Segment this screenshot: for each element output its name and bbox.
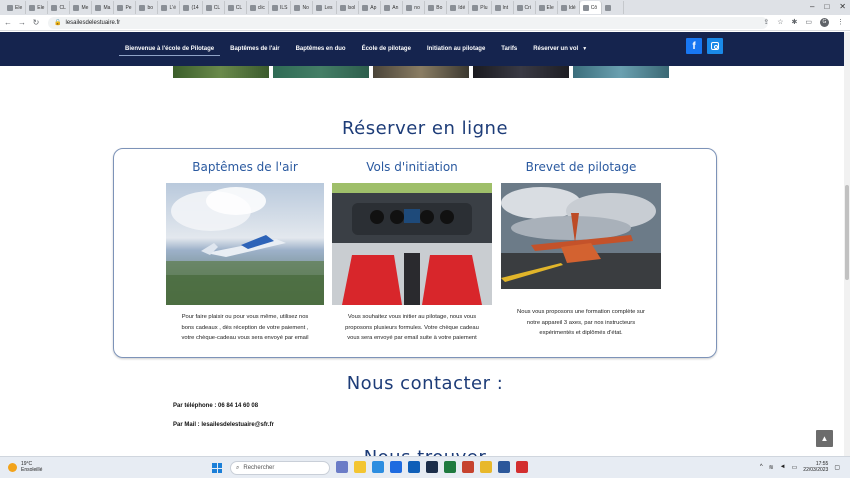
file-explorer-icon[interactable] (354, 461, 366, 473)
menu-label: Réserver un vol (533, 46, 579, 52)
tab-favicon-icon (95, 5, 101, 11)
initiation-image[interactable] (332, 183, 492, 305)
tab-favicon-icon (428, 5, 434, 11)
volume-icon[interactable]: ◄ (779, 464, 786, 470)
browser-tab[interactable] (180, 1, 202, 14)
text-line: expérimentés et diplômés d'état. (539, 330, 623, 336)
tab-label: Isol (347, 4, 356, 11)
browser-tab[interactable] (158, 1, 180, 14)
text-line: notre appareil 3 axes, par nos instructeurs (526, 319, 636, 326)
menu-label: Initiation au pilotage (426, 46, 486, 52)
tab-favicon-icon (139, 5, 145, 11)
tab-label: CL (235, 4, 243, 11)
tab-favicon-icon (561, 5, 567, 11)
word-icon[interactable] (498, 461, 510, 473)
browser-tab[interactable] (469, 1, 491, 14)
browser-tab[interactable] (269, 1, 292, 14)
search-placeholder: Rechercher (243, 465, 275, 471)
tab-label: Les (324, 4, 333, 11)
clock-time: 17:55 (815, 461, 829, 467)
weather-widget[interactable] (8, 461, 42, 473)
acrobat-icon[interactable] (516, 461, 528, 473)
search-icon: ⌕ (236, 464, 240, 471)
lock-icon: 🔒 (54, 20, 62, 26)
browser-tab[interactable] (337, 1, 360, 14)
gallery-image (173, 66, 269, 78)
browser-tab[interactable] (514, 1, 536, 14)
find-us-title (0, 447, 850, 456)
facebook-glyph: f (692, 40, 696, 52)
chevron-up-icon: ▲ (820, 434, 829, 443)
browser-tab[interactable] (403, 1, 425, 14)
taskbar (0, 456, 850, 478)
forward-icon[interactable]: → (18, 18, 26, 27)
tab-favicon-icon (206, 5, 212, 11)
browser-tab[interactable] (247, 1, 269, 14)
tab-label: no (414, 4, 420, 11)
gallery-image (273, 66, 369, 78)
tab-favicon-icon (539, 5, 545, 11)
tab-label: An (392, 4, 399, 11)
tab-favicon-icon (517, 5, 523, 11)
back-icon[interactable]: ← (4, 18, 12, 27)
browser-tab[interactable] (136, 1, 158, 14)
bapteme-image[interactable] (166, 183, 324, 305)
outlook-icon[interactable] (408, 461, 420, 473)
menu-label: École de pilotage (361, 46, 411, 52)
excel-icon[interactable] (444, 461, 456, 473)
contact-mail[interactable]: Par Mail : lesailesdelestuaire@sfr.fr (173, 422, 274, 428)
menu-label: Baptêmes de l'air (230, 46, 280, 52)
scrollbar-thumb[interactable] (845, 185, 849, 280)
minimize-icon[interactable]: – (810, 2, 815, 11)
wifi-icon[interactable]: ≋ (768, 464, 774, 471)
browser-tab-strip (0, 0, 850, 15)
gallery-image (473, 66, 569, 78)
tab-favicon-icon (384, 5, 390, 11)
text-line: bons cadeaux , dès réception de votre paiement , (181, 324, 309, 331)
gallery-image (573, 66, 669, 78)
menu-item-home[interactable] (117, 32, 222, 66)
tab-label: (14 (191, 4, 199, 11)
tab-label: ILS (279, 4, 288, 11)
card-title-brevet[interactable]: Brevet de pilotage (525, 160, 637, 174)
clock[interactable] (803, 461, 828, 473)
sun-icon (8, 463, 17, 472)
browser-tab[interactable] (425, 1, 447, 14)
tab-label: No (302, 4, 309, 11)
tab-favicon-icon (472, 5, 478, 11)
browser-tab[interactable] (291, 1, 313, 14)
menu-label: Baptêmes en duo (295, 46, 346, 52)
system-tray (760, 461, 840, 473)
brevet-image[interactable] (501, 183, 661, 289)
tab-favicon-icon (450, 5, 456, 11)
tab-label: Bo (436, 4, 443, 11)
tab-label: Pe (125, 4, 132, 11)
menu-label: Bienvenue à l'école de Pilotage (125, 46, 215, 52)
sidebar-icon[interactable]: ▭ (805, 19, 812, 26)
url-field[interactable] (48, 17, 768, 29)
tab-label: Plu (480, 4, 488, 11)
text-line: Nous vous proposons une formation complète sur (517, 309, 645, 315)
browser-tab[interactable] (313, 1, 336, 14)
card-text-bapteme (165, 312, 325, 344)
card-text-initiation (332, 312, 492, 344)
tab-favicon-icon (183, 5, 189, 11)
text-line: vous sera envoyé par email suite à votre paiement (347, 335, 477, 341)
chevron-down-icon: ▼ (582, 46, 588, 52)
tab-label: Ele (37, 4, 45, 11)
chrome-icon[interactable] (480, 461, 492, 473)
weather-condition: Ensoleillé (21, 467, 43, 473)
card-title-bapteme[interactable]: Baptêmes de l'air (192, 160, 298, 174)
menu-item-initiation[interactable] (419, 32, 493, 66)
tab-label: Ele (15, 4, 23, 11)
browser-tab[interactable] (359, 1, 381, 14)
menu-item-bapteme-duo[interactable] (288, 32, 354, 66)
tab-favicon-icon (605, 5, 611, 11)
dropbox-icon[interactable] (390, 461, 402, 473)
card-title-initiation[interactable]: Vols d'initiation (366, 160, 458, 174)
browser-tab[interactable] (447, 1, 469, 14)
menu-item-bapteme[interactable] (222, 32, 287, 66)
star-icon[interactable]: ☆ (777, 19, 784, 26)
windows-start-icon[interactable] (212, 463, 222, 473)
facebook-icon[interactable] (686, 38, 702, 54)
tab-favicon-icon (161, 5, 167, 11)
browser-tab[interactable] (225, 1, 247, 14)
tab-label: Int (502, 4, 509, 11)
reload-icon[interactable]: ↻ (32, 18, 40, 27)
clock-date: 22/03/2023 (803, 467, 829, 473)
extensions-icon[interactable]: ✱ (791, 19, 798, 26)
tab-favicon-icon (272, 5, 278, 11)
share-icon[interactable]: ⇪ (763, 19, 770, 26)
contact-phone: Par téléphone : 06 84 14 60 08 (173, 403, 259, 409)
tab-label: CL (59, 4, 66, 11)
tab-label: Idé (568, 4, 576, 11)
pinned-apps (336, 461, 528, 473)
tab-label: L'é (169, 4, 176, 11)
tab-label: Me (81, 4, 89, 11)
menu-label: Tarifs (501, 46, 518, 52)
browser-tab[interactable] (381, 1, 403, 14)
filezilla-icon[interactable] (462, 461, 474, 473)
teams-icon[interactable] (336, 461, 348, 473)
tab-favicon-icon (340, 5, 346, 11)
address-bar (0, 15, 850, 31)
taskbar-search[interactable] (230, 461, 330, 475)
tab-favicon-icon (228, 5, 234, 11)
close-icon[interactable]: ✕ (839, 2, 846, 11)
tab-label: Ma (103, 4, 111, 11)
browser-tab[interactable] (4, 1, 26, 14)
tab-label: bo (147, 4, 154, 11)
browser-tab[interactable] (558, 1, 580, 14)
menu-item-tarifs[interactable] (493, 32, 525, 66)
instagram-icon[interactable] (707, 38, 723, 54)
text-line: votre chèque-cadeau vous sera envoyé par email (181, 335, 309, 341)
browser-tab[interactable] (70, 1, 92, 14)
browser-tab[interactable] (492, 1, 514, 14)
profile-avatar[interactable]: G (820, 18, 829, 27)
reserve-title: Réserver en ligne (341, 118, 509, 139)
tab-label: Ele (546, 4, 554, 11)
menu-icon[interactable]: ⋮ (837, 19, 844, 26)
edge-icon[interactable] (372, 461, 384, 473)
menu-item-reserver[interactable] (525, 32, 595, 66)
browser-tab[interactable] (203, 1, 225, 14)
tab-label: Cri (524, 4, 531, 11)
chevron-up-icon[interactable]: ^ (759, 464, 763, 470)
menu-item-ecole[interactable] (354, 32, 419, 66)
tab-favicon-icon (73, 5, 79, 11)
contact-title: Nous contacter : (346, 373, 504, 394)
text-line: Pour faire plaisir ou pour vous même, utilisez nos (181, 314, 309, 320)
tab-favicon-icon (117, 5, 123, 11)
tab-favicon-icon (583, 5, 589, 11)
tab-label: CL (213, 4, 221, 11)
browser-tab[interactable] (92, 1, 114, 14)
card-text-brevet (501, 307, 661, 339)
tab-favicon-icon (7, 5, 13, 11)
tab-favicon-icon (495, 5, 501, 11)
scroll-to-top-button[interactable] (816, 430, 833, 447)
text-line: proposons plusieurs formules. Votre chèque cadeau (345, 324, 479, 331)
browser-tab[interactable] (536, 1, 558, 14)
browser-tab[interactable] (48, 1, 70, 14)
window-controls (810, 2, 846, 11)
browser-tab[interactable] (602, 1, 624, 14)
gallery-image (373, 66, 469, 78)
tab-label: Idé (458, 4, 466, 11)
weather-temp: 19°C (21, 461, 33, 467)
notification-icon[interactable]: ▢ (834, 464, 840, 471)
browser-tab[interactable] (26, 1, 48, 14)
browser-tab[interactable] (580, 1, 602, 14)
tab-favicon-icon (250, 5, 256, 11)
tab-favicon-icon (294, 5, 300, 11)
url-text: lesailesdelestuaire.fr (65, 19, 121, 26)
photoshop-icon[interactable] (426, 461, 438, 473)
tab-favicon-icon (316, 5, 322, 11)
tab-favicon-icon (29, 5, 35, 11)
text-line: Vous souhaitez vous initier au pilotage, nous vous (347, 314, 477, 320)
tab-label: clic (257, 4, 265, 11)
site-navbar (0, 32, 850, 66)
maximize-icon[interactable]: □ (824, 2, 830, 11)
tab-favicon-icon (51, 5, 57, 11)
tab-label: Cô (590, 4, 598, 11)
tab-favicon-icon (362, 5, 368, 11)
battery-icon[interactable]: ▭ (791, 464, 798, 471)
browser-tab[interactable] (114, 1, 136, 14)
main-menu (117, 32, 595, 66)
tab-label: Ap (370, 4, 377, 11)
tab-favicon-icon (406, 5, 412, 11)
